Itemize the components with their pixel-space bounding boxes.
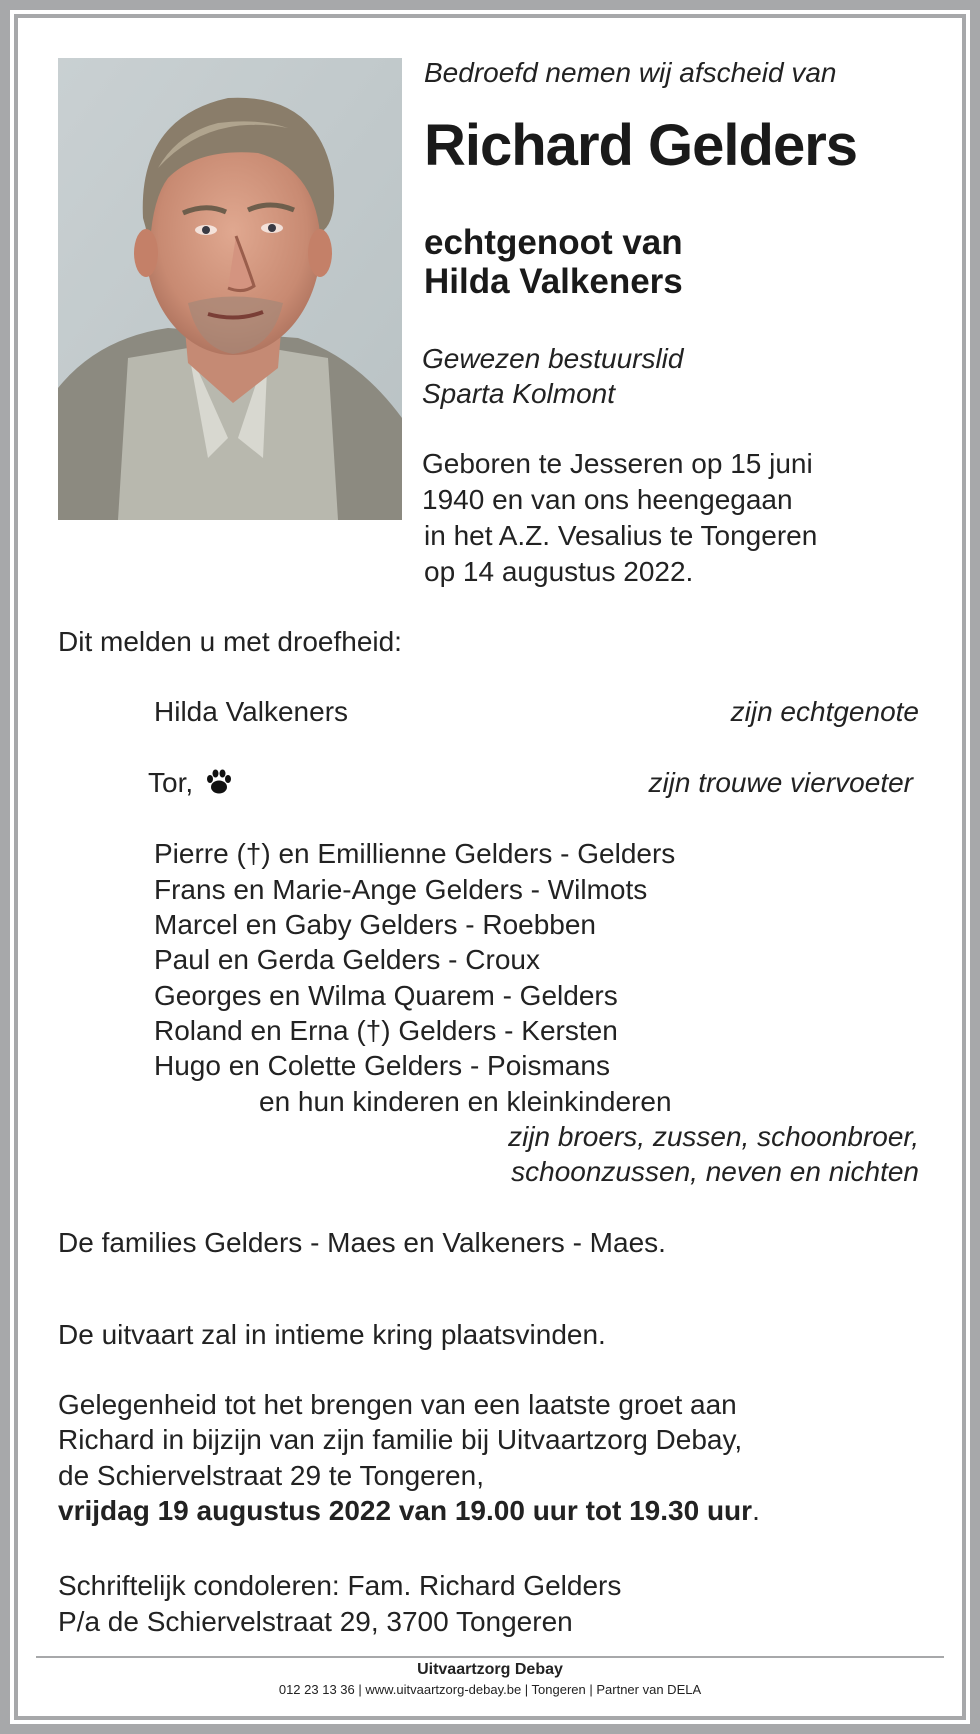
- bio-line: 1940 en van ons heengegaan: [422, 484, 793, 515]
- siblings-relation: zijn broers, zussen, schoonbroer,: [508, 1121, 919, 1152]
- sibling-line: Roland en Erna (†) Gelders - Kersten: [154, 1015, 618, 1046]
- paw-icon: [205, 768, 233, 804]
- visitation-date-bold: vrijdag 19 augustus 2022 van 19.00 uur tot 19.30 uur: [58, 1495, 753, 1526]
- mourner-name: Tor,: [148, 767, 194, 798]
- bio-line: in het A.Z. Vesalius te Tongeren: [424, 520, 818, 551]
- sibling-line: Georges en Wilma Quarem - Gelders: [154, 980, 618, 1011]
- announcement-text: Dit melden u met droefheid:: [58, 626, 402, 657]
- sibling-line: Frans en Marie-Ange Gelders - Wilmots: [154, 874, 648, 905]
- visitation-line: Gelegenheid tot het brengen van een laatste groet aan: [58, 1389, 737, 1420]
- deceased-name: Richard Gelders: [424, 113, 858, 178]
- bio-line: Geboren te Jesseren op 15 juni: [422, 448, 813, 479]
- spouse-line-1: echtgenoot van: [424, 223, 683, 262]
- families-text: De families Gelders - Maes en Valkeners - Maes.: [58, 1227, 666, 1258]
- footer-title: Uitvaartzorg Debay: [417, 1661, 563, 1678]
- siblings-relation: schoonzussen, neven en nichten: [511, 1156, 919, 1187]
- condolences-line: Schriftelijk condoleren: Fam. Richard Gelders: [58, 1570, 622, 1601]
- spouse-line-2: Hilda Valkeners: [424, 262, 683, 301]
- footer-info: 012 23 13 36 | www.uitvaartzorg-debay.be | Tongeren | Partner van DELA: [278, 1682, 702, 1697]
- portrait-photo: [58, 58, 402, 520]
- visitation-date-suffix: .: [752, 1495, 760, 1526]
- visitation-date: [58, 1493, 760, 1528]
- condolences-line: P/a de Schiervelstraat 29, 3700 Tongeren: [58, 1606, 573, 1637]
- intro-text: Bedroefd nemen wij afscheid van: [424, 57, 837, 88]
- sibling-line: Paul en Gerda Gelders - Croux: [154, 944, 540, 975]
- sibling-line: Marcel en Gaby Gelders - Roebben: [154, 909, 596, 940]
- pet-line: [148, 765, 233, 804]
- role-line-2: Sparta Kolmont: [422, 378, 615, 409]
- visitation-line: de Schiervelstraat 29 te Tongeren,: [58, 1460, 484, 1491]
- mourner-name: Hilda Valkeners: [154, 696, 349, 727]
- siblings-children: en hun kinderen en kleinkinderen: [259, 1086, 672, 1117]
- sibling-line: Pierre (†) en Emillienne Gelders - Gelders: [154, 838, 676, 869]
- sibling-line: Hugo en Colette Gelders - Poismans: [154, 1050, 610, 1081]
- role-line-1: Gewezen bestuurslid: [422, 343, 684, 374]
- mourner-relation: zijn echtgenote: [730, 696, 919, 727]
- mourner-relation: zijn trouwe viervoeter: [648, 767, 913, 798]
- footer-divider: [36, 1656, 944, 1658]
- funeral-text: De uitvaart zal in intieme kring plaatsvinden.: [58, 1319, 606, 1350]
- bio-line: op 14 augustus 2022.: [424, 556, 694, 587]
- visitation-line: Richard in bijzijn van zijn familie bij Uitvaartzorg Debay,: [58, 1424, 743, 1455]
